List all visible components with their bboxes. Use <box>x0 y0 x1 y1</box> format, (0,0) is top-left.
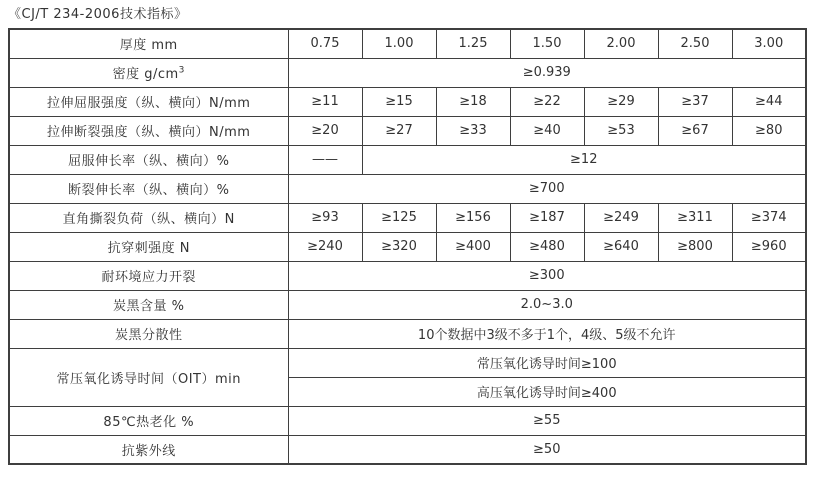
table-row-carbon-content <box>9 290 806 319</box>
value-cell: ≥40 <box>510 116 584 145</box>
value-cell: ≥15 <box>362 87 436 116</box>
value-cell: ≥960 <box>732 232 806 261</box>
merged-value-cell: ≥50 <box>288 435 806 464</box>
row-label-text: 密度 g/cm <box>112 67 179 82</box>
unit-superscript: 3 <box>178 65 185 76</box>
table-row-uv-resistance <box>9 435 806 464</box>
value-cell: 2.50 <box>658 29 732 58</box>
row-label: 直角撕裂负荷（纵、横向）N <box>9 203 288 232</box>
row-label: 抗穿刺强度 N <box>9 232 288 261</box>
value-cell: ≥800 <box>658 232 732 261</box>
value-cell: ≥249 <box>584 203 658 232</box>
value-cell: ≥80 <box>732 116 806 145</box>
row-label: 炭黑分散性 <box>9 319 288 348</box>
value-cell: ≥311 <box>658 203 732 232</box>
table-row-break-elongation <box>9 174 806 203</box>
value-cell: ≥27 <box>362 116 436 145</box>
value-cell: ≥125 <box>362 203 436 232</box>
merged-value-cell: ≥300 <box>288 261 806 290</box>
table-row-puncture <box>9 232 806 261</box>
table-row-density <box>9 58 806 87</box>
table-row-tear-load <box>9 203 806 232</box>
value-cell: ≥240 <box>288 232 362 261</box>
merged-value-cell: ≥12 <box>362 145 806 174</box>
value-cell: ≥11 <box>288 87 362 116</box>
row-label: 常压氧化诱导时间（OIT）min <box>9 348 288 406</box>
value-cell: ≥53 <box>584 116 658 145</box>
value-cell: ≥156 <box>436 203 510 232</box>
value-cell: ≥22 <box>510 87 584 116</box>
table-row-tensile-break <box>9 116 806 145</box>
value-cell: 1.00 <box>362 29 436 58</box>
row-label: 拉伸屈服强度（纵、横向）N/mm <box>9 87 288 116</box>
merged-value-cell: ≥55 <box>288 406 806 435</box>
value-cell: ≥93 <box>288 203 362 232</box>
row-label <box>9 58 288 87</box>
value-cell: ≥18 <box>436 87 510 116</box>
page-title: 《CJ/T 234-2006技术指标》 <box>8 7 188 22</box>
merged-value-cell: 常压氧化诱导时间≥100 <box>288 348 806 377</box>
value-cell: ≥374 <box>732 203 806 232</box>
value-cell: ≥37 <box>658 87 732 116</box>
row-label: 屈服伸长率（纵、横向）% <box>9 145 288 174</box>
table-row-thickness <box>9 29 806 58</box>
value-cell: ≥480 <box>510 232 584 261</box>
table-row-yield-elongation <box>9 145 806 174</box>
value-cell: ≥400 <box>436 232 510 261</box>
table-row-heat-aging <box>9 406 806 435</box>
table-row-carbon-dispersion <box>9 319 806 348</box>
row-label: 85℃热老化 % <box>9 406 288 435</box>
row-label: 厚度 mm <box>9 29 288 58</box>
value-cell: ≥44 <box>732 87 806 116</box>
merged-value-cell: 10个数据中3级不多于1个，4级、5级不允许 <box>288 319 806 348</box>
table-row-tensile-yield <box>9 87 806 116</box>
value-cell: ≥640 <box>584 232 658 261</box>
value-cell: ≥187 <box>510 203 584 232</box>
value-cell: ≥320 <box>362 232 436 261</box>
row-label: 炭黑含量 % <box>9 290 288 319</box>
value-cell-dash: —— <box>288 145 362 174</box>
row-label: 断裂伸长率（纵、横向）% <box>9 174 288 203</box>
row-label: 抗紫外线 <box>9 435 288 464</box>
row-label: 耐环境应力开裂 <box>9 261 288 290</box>
merged-value-cell: 高压氧化诱导时间≥400 <box>288 377 806 406</box>
value-cell: 1.50 <box>510 29 584 58</box>
value-cell: 0.75 <box>288 29 362 58</box>
merged-value-cell: ≥0.939 <box>288 58 806 87</box>
spec-table <box>8 28 807 465</box>
table-row-stress-cracking <box>9 261 806 290</box>
merged-value-cell: ≥700 <box>288 174 806 203</box>
value-cell: 3.00 <box>732 29 806 58</box>
row-label: 拉伸断裂强度（纵、横向）N/mm <box>9 116 288 145</box>
value-cell: 2.00 <box>584 29 658 58</box>
table-row-oit-normal <box>9 348 806 377</box>
value-cell: ≥20 <box>288 116 362 145</box>
value-cell: ≥33 <box>436 116 510 145</box>
value-cell: 1.25 <box>436 29 510 58</box>
value-cell: ≥67 <box>658 116 732 145</box>
merged-value-cell: 2.0~3.0 <box>288 290 806 319</box>
value-cell: ≥29 <box>584 87 658 116</box>
